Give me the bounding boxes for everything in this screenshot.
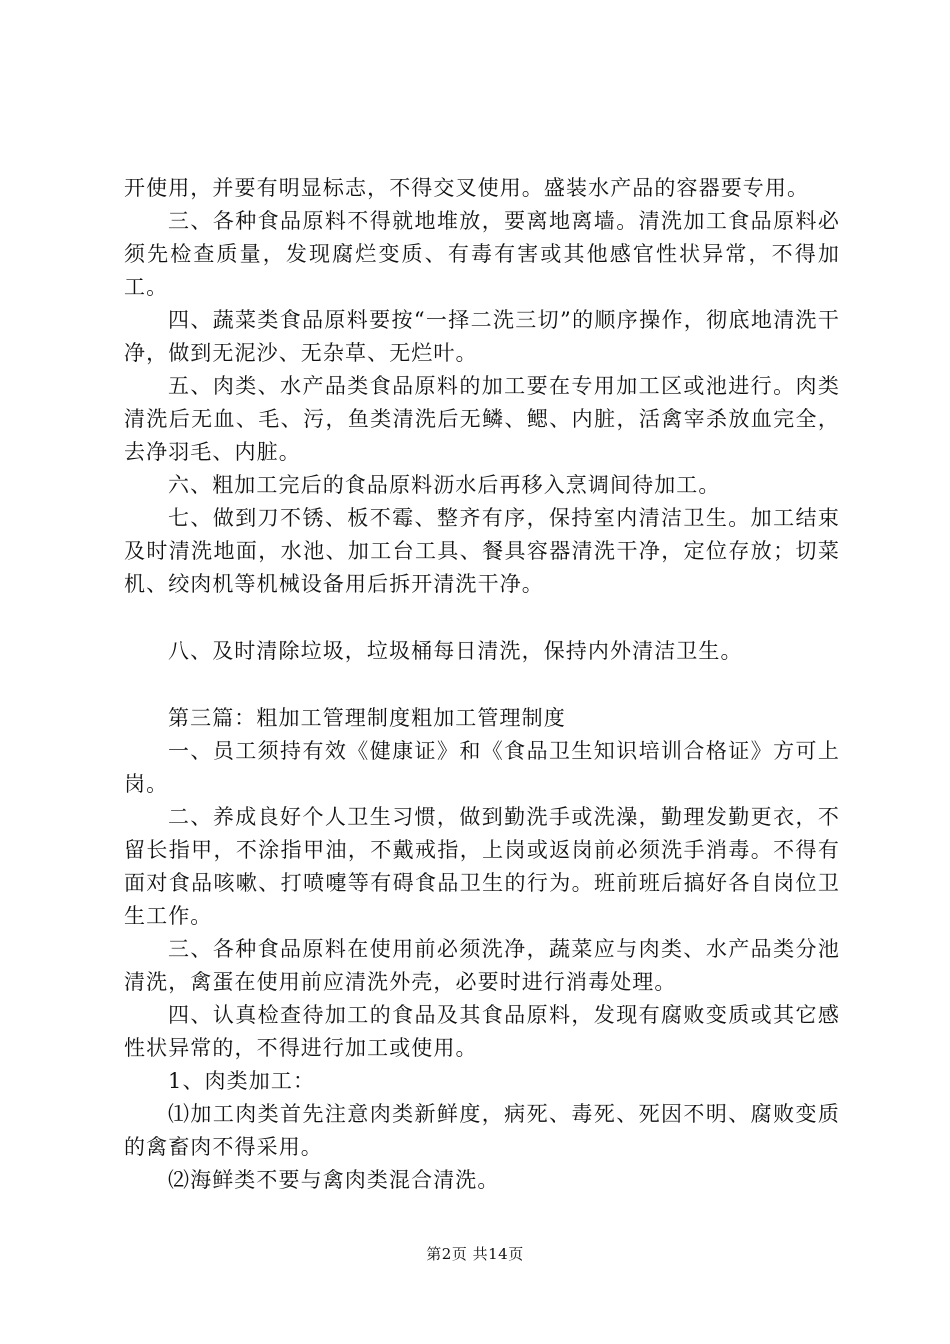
paragraph: 开使用，并要有明显标志，不得交叉使用。盛装水产品的容器要专用。 — [124, 176, 810, 200]
paragraph: 五、肉类、水产品类食品原料的加工要在专用加工区或池进行。肉类清洗后无血、毛、污，鱼类清洗后无鳞、鳃、内脏，活禽宰杀放血完全，去净羽毛、内脏。 — [124, 374, 840, 464]
section-heading: 第三篇：粗加工管理制度粗加工管理制度 — [168, 706, 566, 730]
paragraph: 六、粗加工完后的食品原料沥水后再移入烹调间待加工。 — [168, 473, 721, 497]
paragraph: 八、及时清除垃圾，垃圾桶每日清洗，保持内外清洁卫生。 — [168, 639, 743, 663]
list-item: ⑴加工肉类首先注意肉类新鲜度，病死、毒死、死因不明、腐败变质的禽畜肉不得采用。 — [124, 1102, 840, 1159]
paragraph: 一、员工须持有效《健康证》和《食品卫生知识培训合格证》方可上岗。 — [124, 739, 840, 796]
paragraph: 七、做到刀不锈、板不霉、整齐有序，保持室内清洁卫生。加工结束及时清洗地面，水池、加工台工具、餐具容器清洗干净，定位存放；切菜机、绞肉机等机械设备用后拆开清洗干净。 — [124, 506, 840, 596]
paragraph: 三、各种食品原料在使用前必须洗净，蔬菜应与肉类、水产品类分池清洗，禽蛋在使用前应清洗外壳，必要时进行消毒处理。 — [124, 937, 840, 994]
paragraph: 三、各种食品原料不得就地堆放，要离地离墙。清洗加工食品原料必须先检查质量，发现腐烂变质、有毒有害或其他感官性状异常，不得加工。 — [124, 209, 840, 299]
paragraph: 二、养成良好个人卫生习惯，做到勤洗手或洗澡，勤理发勤更衣，不留长指甲，不涂指甲油，不戴戒指，上岗或返岗前必须洗手消毒。不得有面对食品咳嗽、打喷嚏等有碍食品卫生的行为。班前班后搞好各自岗位卫生工作。 — [124, 805, 840, 928]
paragraph: 四、蔬菜类食品原料要按“一择二洗三切”的顺序操作，彻底地清洗干净，做到无泥沙、无杂草、无烂叶。 — [124, 308, 840, 365]
sub-heading: 1、肉类加工： — [168, 1069, 316, 1093]
list-item: ⑵海鲜类不要与禽肉类混合清洗。 — [168, 1168, 500, 1192]
page-number: 第2页 共14页 — [426, 1245, 524, 1263]
document-body — [124, 172, 840, 1197]
paragraph: 四、认真检查待加工的食品及其食品原料，发现有腐败变质或其它感性状异常的，不得进行加工或使用。 — [124, 1003, 840, 1060]
